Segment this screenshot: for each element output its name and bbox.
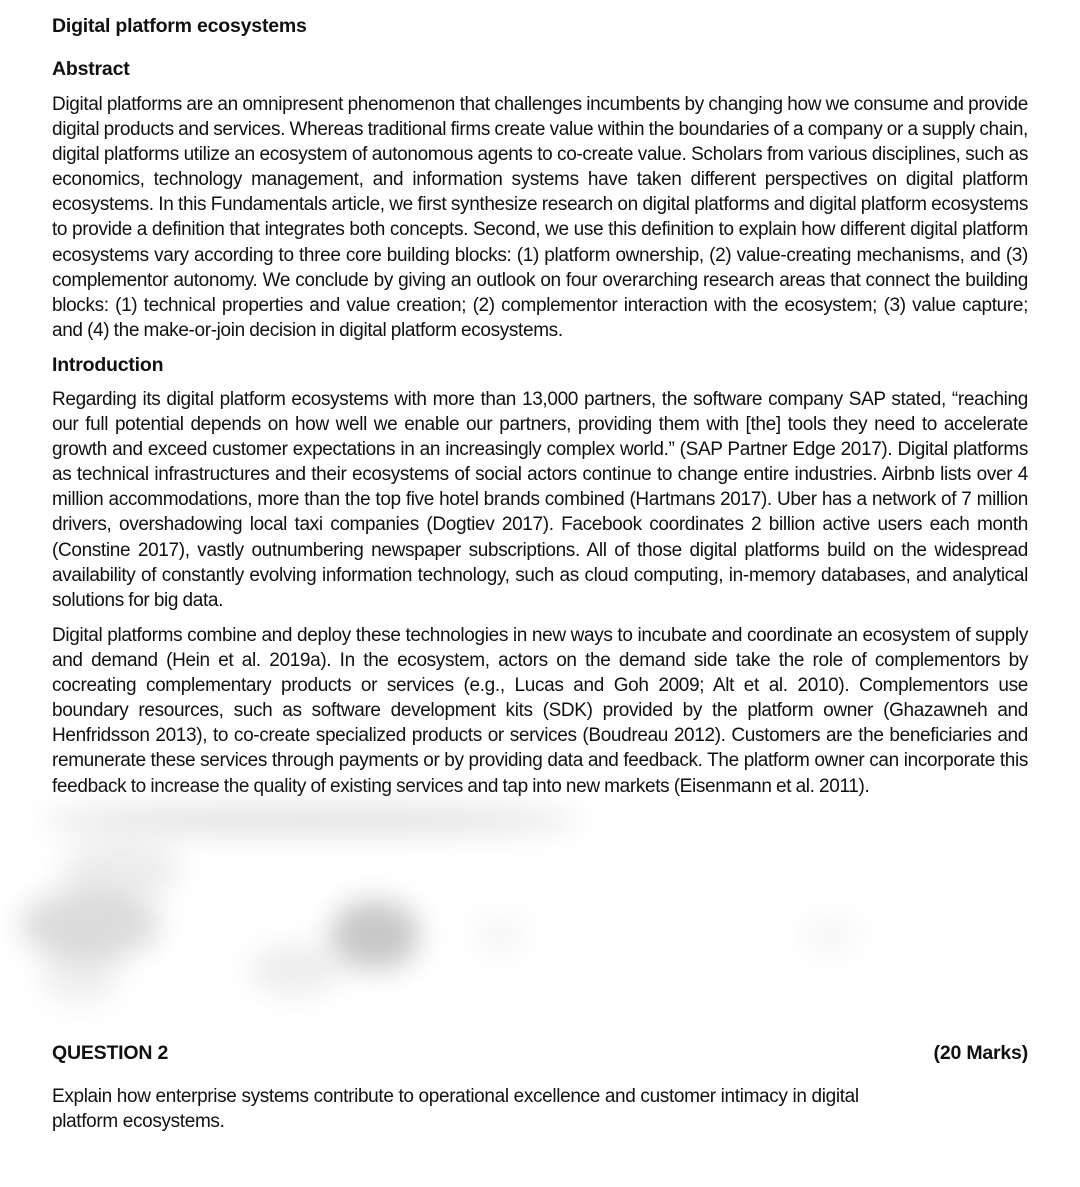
introduction-paragraph-1: Regarding its digital platform ecosystems with more than 13,000 partners, the software company SAP stated, “reaching our full potential depends on how well we enable our partners, providing them with [the] tools they need to accelerate growth and exceed customer expectations in an increasingly complex world.” (SAP Partner Edge 2017). Digital platforms as technical infrastructures and their ecosystems of social actors continue to change entire industries. Airbnb lists over 4 million accommodations, more than the top five hotel brands combined (Hartmans 2017). Uber has a network of 7 million drivers, overshadowing local taxi companies (Dogtiev 2017). Facebook coordinates 2 billion active users each month (Constine 2017), vastly outnumbering newspaper subscriptions. All of those digital platforms build on the widespread availability of constantly evolving information technology, such as cloud computing, in-memory databases, and analytical solutions for big data.: [52, 389, 1028, 611]
abstract-paragraph: Digital platforms are an omnipresent phenomenon that challenges incumbents by changing how we consume and provide digital products and services. Whereas traditional firms create value within the boundaries of a company or a supply chain, digital platforms utilize an ecosystem of autonomous agents to co-create value. Scholars from various disciplines, such as economics, technology management, and information systems have taken different perspectives on digital platform ecosystems. In this Fundamentals article, we first synthesize research on digital platforms and digital platform ecosystems to provide a definition that integrates both concepts. Second, we use this definition to explain how different digital platform ecosystems vary according to three core building blocks: (1) platform ownership, (2) value-creating mechanisms, and (3) complementor autonomy. We conclude by giving an outlook on four overarching research areas that connect the building blocks: (1) technical properties and value creation; (2) complementor interaction with the ecosystem; (3) value capture; and (4) the make-or-join decision in digital platform ecosystems.: [52, 94, 1028, 341]
introduction-paragraph-2: Digital platforms combine and deploy these technologies in new ways to incubate and coordinate an ecosystem of supply and demand (Hein et al. 2019a). In the ecosystem, actors on the demand side take the role of complementors by cocreating complementary products or services (e.g., Lucas and Goh 2009; Alt et al. 2010). Complementors use boundary resources, such as software development kits (SDK) provided by the platform owner (Ghazawneh and Henfridsson 2013), to co-create specialized products or services (Boudreau 2012). Customers are the beneficiaries and remunerate these services through payments or by providing data and feedback. The platform owner can incorporate this feedback to increase the quality of existing services and tap into new markets (Eisenmann et al. 2011).: [52, 625, 1028, 797]
blurred-region: [0, 795, 1080, 1025]
abstract-heading: Abstract: [52, 58, 130, 80]
introduction-heading: Introduction: [52, 354, 164, 376]
question-text: Explain how enterprise systems contribute to operational excellence and customer intimacy in digital platform ecosystems.: [52, 1086, 859, 1133]
question-title: QUESTION 2: [52, 1042, 169, 1064]
document-title: Digital platform ecosystems: [52, 15, 307, 37]
question-marks: (20 Marks): [933, 1042, 1028, 1064]
